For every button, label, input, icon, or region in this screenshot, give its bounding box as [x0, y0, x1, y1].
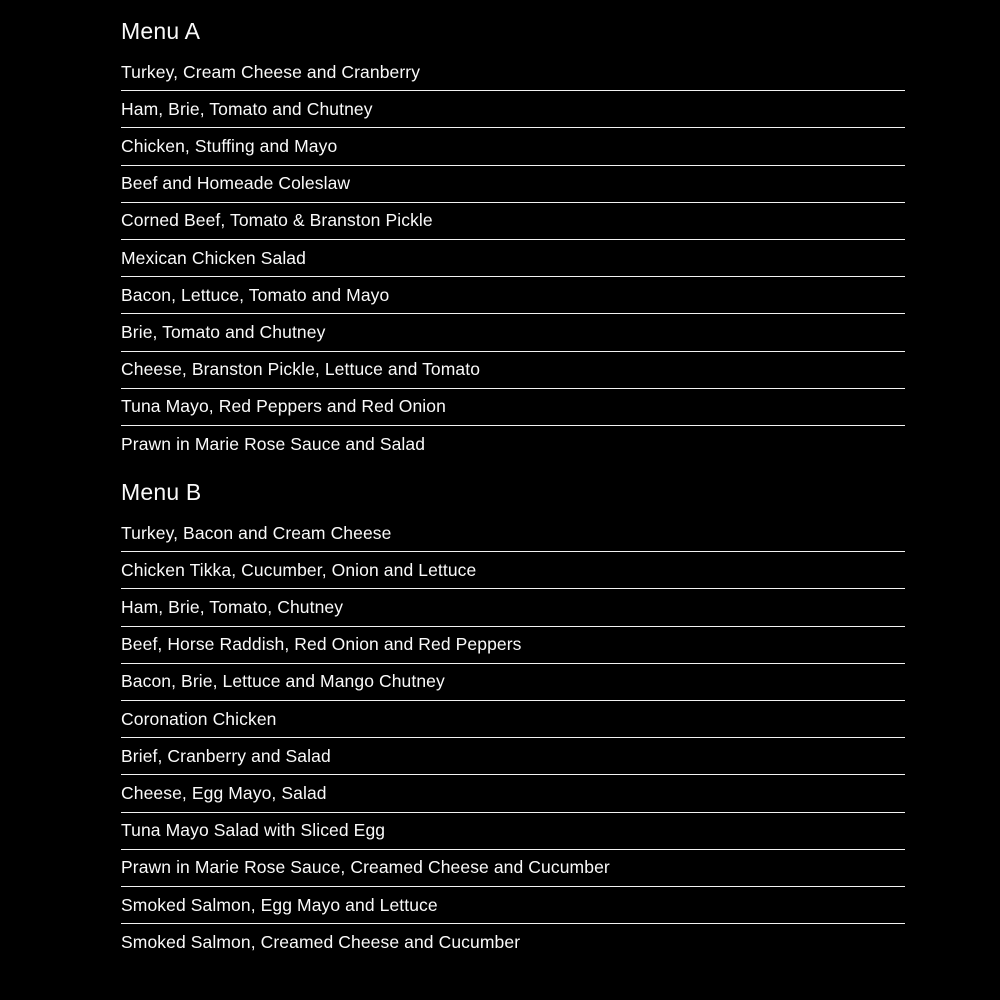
menu-item [121, 54, 905, 91]
menu-item-label: Beef and Homeade Coleslaw [121, 173, 351, 194]
menu-list [121, 54, 905, 463]
menu-item-label: Brie, Tomato and Chutney [121, 321, 326, 342]
menu-item-label: Ham, Brie, Tomato and Chutney [121, 98, 373, 119]
menu-item-label: Tuna Mayo Salad with Sliced Egg [121, 820, 386, 841]
menu-item [121, 552, 905, 589]
menu-item-label: Cheese, Branston Pickle, Lettuce and Tomato [121, 359, 481, 380]
menu-item-label: Turkey, Cream Cheese and Cranberry [121, 61, 421, 82]
menu-item [121, 128, 905, 165]
menu-item-label: Beef, Horse Raddish, Red Onion and Red Peppers [121, 634, 522, 655]
menu-item [121, 850, 905, 887]
section-title: Menu B [121, 479, 202, 506]
menu-item [121, 515, 905, 552]
menu-item [121, 664, 905, 701]
menu-item [121, 203, 905, 240]
menu-item-label: Prawn in Marie Rose Sauce, Creamed Cheese and Cucumber [121, 857, 610, 878]
menu-item [121, 738, 905, 775]
menu-item [121, 887, 905, 924]
menu-item [121, 314, 905, 351]
menu-item-label: Chicken, Stuffing and Mayo [121, 135, 338, 156]
menu-item-label: Tuna Mayo, Red Peppers and Red Onion [121, 396, 446, 417]
menu-item [121, 91, 905, 128]
menu-section [121, 17, 905, 463]
menu-item [121, 166, 905, 203]
menu-item [121, 924, 905, 961]
menu-list [121, 515, 905, 961]
menu-item-label: Turkey, Bacon and Cream Cheese [121, 522, 392, 543]
menu-item [121, 426, 905, 463]
menu-item-label: Smoked Salmon, Creamed Cheese and Cucumber [121, 932, 521, 953]
menu-item-label: Prawn in Marie Rose Sauce and Salad [121, 433, 426, 454]
menu-item [121, 627, 905, 664]
section-title: Menu A [121, 18, 201, 44]
menu-item-label: Bacon, Brie, Lettuce and Mango Chutney [121, 671, 445, 692]
menu-item [121, 589, 905, 626]
menu-item-label: Bacon, Lettuce, Tomato and Mayo [121, 284, 390, 305]
menu-item-label: Smoked Salmon, Egg Mayo and Lettuce [121, 894, 438, 915]
menu-section [121, 478, 905, 961]
menu-item-label: Corned Beef, Tomato & Branston Pickle [121, 210, 433, 231]
menu-item-label: Ham, Brie, Tomato, Chutney [121, 597, 344, 618]
menu-item [121, 389, 905, 426]
menu-item-label: Chicken Tikka, Cucumber, Onion and Lettuce [121, 559, 477, 580]
menu-item [121, 240, 905, 277]
menu-item [121, 352, 905, 389]
menu-item-label: Brief, Cranberry and Salad [121, 745, 331, 766]
menu-item-label: Cheese, Egg Mayo, Salad [121, 782, 327, 803]
menu-item [121, 813, 905, 850]
menu-item-label: Mexican Chicken Salad [121, 247, 306, 268]
menu-item [121, 701, 905, 738]
menu-item [121, 775, 905, 812]
menu-item [121, 277, 905, 314]
menu-item-label: Coronation Chicken [121, 708, 277, 729]
